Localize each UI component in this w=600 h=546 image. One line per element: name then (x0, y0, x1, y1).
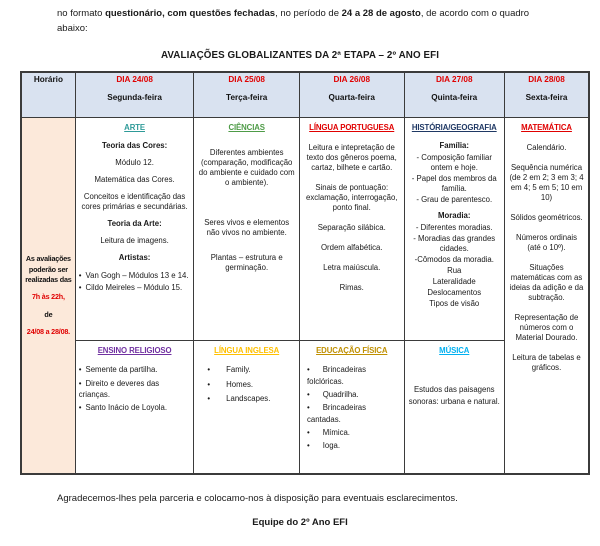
subject-heading: MATEMÁTICA (521, 123, 572, 133)
header-date: DIA 24/08 (116, 75, 153, 85)
intro-paragraph (57, 6, 552, 36)
cell-paragraph: Rimas. (339, 283, 364, 293)
cell-subheading: Teoria das Cores: (101, 141, 168, 151)
cell-paragraph: Seres vivos e elementos não vivos no ambiente. (204, 218, 290, 238)
bullet-item: • Ioga. (306, 441, 341, 451)
header-date: DIA 28/08 (528, 75, 565, 85)
intro-text-run: no formato (57, 8, 106, 19)
intro-bold-run: 24 a 28 de agosto (341, 8, 421, 19)
bullet-icon: • (78, 271, 82, 281)
bullet-item: • Brincadeiras cantadas. (306, 403, 367, 424)
header-day-monday (75, 72, 194, 118)
cell-paragraph: Módulo 12. (115, 158, 154, 168)
cell-paragraph: Representação de números com o Material Dourado. (514, 312, 579, 342)
bullet-icon: • (306, 403, 310, 413)
cell-friday-matematica (505, 118, 589, 475)
cell-wednesday-portugues (299, 118, 404, 341)
cell-paragraph: Diferentes ambientes (comparação, modificação do ambiente e cuidado com o ambiente). (198, 148, 295, 188)
time-cell (21, 118, 75, 475)
header-day-friday (505, 72, 589, 118)
bullet-icon: • (78, 403, 82, 413)
header-horario (21, 72, 75, 118)
bullet-item: • Santo Inácio de Loyola. (78, 403, 168, 413)
cell-paragraph: Lateralidade (432, 276, 476, 286)
bullet-icon: • (78, 365, 82, 375)
header-day-thursday (404, 72, 505, 118)
subject-heading: EDUCAÇÃO FÍSICA (316, 346, 388, 356)
cell-paragraph: Matemática das Cores. (94, 175, 175, 185)
cell-thursday-musica (404, 341, 505, 475)
header-weekday: Quinta-feira (431, 93, 478, 103)
header-weekday: Sexta-feira (525, 93, 568, 103)
cell-monday-arte (75, 118, 194, 341)
header-weekday: Terça-feira (226, 93, 268, 103)
cell-paragraph: Plantas – estrutura e germinação. (210, 253, 283, 273)
cell-paragraph: Deslocamentos (427, 287, 482, 297)
cell-subheading: Moradia: (438, 211, 471, 221)
table-row-1 (21, 118, 589, 341)
cell-paragraph: - Moradias das grandes cidades. (413, 234, 496, 254)
intro-text-run: , de acordo com o quadro abaixo: (57, 8, 530, 35)
intro-text-run: , no período de (275, 8, 342, 19)
footer-signature: Equipe do 2º Ano EFI (252, 517, 348, 529)
bullet-icon: • (306, 389, 310, 399)
bullet-item: • Cildo Meireles – Módulo 15. (78, 283, 183, 293)
bullet-icon: • (207, 379, 211, 389)
table-row-2 (21, 341, 589, 475)
intro-bold-run: questionário, com questões fechadas (105, 8, 276, 19)
cell-paragraph: Leitura de tabelas e gráficos. (512, 352, 581, 372)
cell-paragraph: Calendário. (526, 143, 567, 153)
time-cell-line: As avaliações poderão ser realizadas das (25, 254, 72, 284)
cell-thursday-historia-geografia (404, 118, 505, 341)
cell-paragraph: Sequência numérica (de 2 em 2; 3 em 3; 4 em 4; 5 em 5; 10 em 10) (509, 163, 584, 203)
header-row (21, 72, 589, 118)
time-cell-line: de (44, 309, 53, 319)
cell-wednesday-educacao-fisica (299, 341, 404, 475)
bullet-item: • Homes. (207, 379, 254, 389)
bullet-item: • Quadrilha. (306, 389, 359, 399)
subject-heading: ARTE (124, 123, 145, 133)
bullet-icon: • (306, 365, 310, 375)
cell-subheading: Família: (439, 141, 469, 151)
cell-paragraph: - Diferentes moradias. (415, 223, 493, 233)
schedule-table (20, 71, 590, 475)
cell-subheading: Artistas: (118, 253, 151, 263)
bullet-icon: • (306, 441, 310, 451)
time-cell-line: 24/08 a 28/08. (26, 327, 70, 337)
subject-heading: LÍNGUA INGLESA (214, 346, 280, 356)
cell-paragraph: Sólidos geométricos. (510, 213, 583, 223)
header-date: DIA 25/08 (228, 75, 265, 85)
bullet-icon: • (78, 378, 82, 388)
header-day-wednesday (299, 72, 404, 118)
cell-tuesday-ingles (194, 341, 300, 475)
bullet-item: • Brincadeiras folclóricas. (306, 365, 367, 386)
cell-subheading: Teoria da Arte: (107, 219, 162, 229)
header-weekday: Quarta-feira (328, 93, 375, 103)
cell-paragraph: Números ordinais (até o 10º). (515, 233, 578, 253)
bullet-item: • Van Gogh – Módulos 13 e 14. (78, 271, 189, 281)
cell-paragraph: Rua (447, 266, 462, 275)
document-page (0, 6, 600, 546)
cell-paragraph: Ordem alfabética. (320, 243, 383, 253)
cell-paragraph: Sinais de pontuação: exclamação, interrogação, ponto final. (306, 183, 398, 213)
header-weekday: Segunda-feira (107, 93, 162, 103)
subject-heading: LÍNGUA PORTUGUESA (309, 123, 395, 133)
bullet-item: • Family. (207, 365, 251, 375)
cell-paragraph: -Cômodos da moradia. (414, 255, 494, 265)
subject-heading: HISTÓRIA/GEOGRAFIA (411, 123, 497, 133)
cell-monday-ensino-religioso (75, 341, 194, 475)
cell-paragraph: Tipos de visão (429, 298, 480, 308)
subject-heading: MÚSICA (439, 346, 470, 356)
cell-paragraph: Leitura de imagens. (100, 236, 169, 246)
cell-tuesday-ciencias (194, 118, 300, 341)
header-day-tuesday (194, 72, 300, 118)
cell-paragraph: - Composição familiar ontem e hoje. (416, 153, 492, 173)
cell-paragraph: - Grau de parentesco. (416, 195, 493, 205)
subject-heading: CIÊNCIAS (228, 123, 265, 133)
header-horario-label: Horário (33, 75, 63, 85)
header-date: DIA 26/08 (333, 75, 370, 85)
cell-paragraph: Leitura e intepretação de texto dos gêneros poema, cartaz, bilhete e cartão. (306, 143, 397, 173)
cell-paragraph: Separação silábica. (317, 223, 386, 233)
subject-heading: ENSINO RELIGIOSO (97, 346, 172, 356)
bullet-icon: • (207, 365, 211, 375)
cell-paragraph: Letra maiúscula. (323, 263, 381, 273)
bullet-item: • Mímica. (306, 427, 350, 437)
bullet-item: • Direito e deveres das crianças. (78, 378, 160, 399)
cell-paragraph: Conceitos e identificação das cores primárias e secundárias. (81, 192, 188, 212)
bullet-icon: • (78, 283, 82, 293)
bullet-item: • Semente da partilha. (78, 365, 158, 375)
cell-paragraph: Estudos das paisagens sonoras: urbana e natural. (408, 385, 500, 407)
cell-paragraph: - Papel dos membros da família. (411, 174, 497, 194)
bullet-item: • Landscapes. (207, 393, 271, 403)
cell-paragraph: Situações matemáticas com as ideias da adição e da subtração. (509, 263, 584, 302)
header-date: DIA 27/08 (435, 75, 473, 85)
time-cell-line: 7h às 22h, (32, 292, 65, 302)
footer-note: Agradecemos-lhes pela parceria e colocamo-nos à disposição para eventuais esclarecimentos. (57, 493, 458, 505)
document-title: AVALIAÇÕES GLOBALIZANTES DA 2ª ETAPA – 2º ANO EFI (160, 50, 440, 62)
bullet-icon: • (207, 393, 211, 403)
bullet-icon: • (306, 427, 310, 437)
